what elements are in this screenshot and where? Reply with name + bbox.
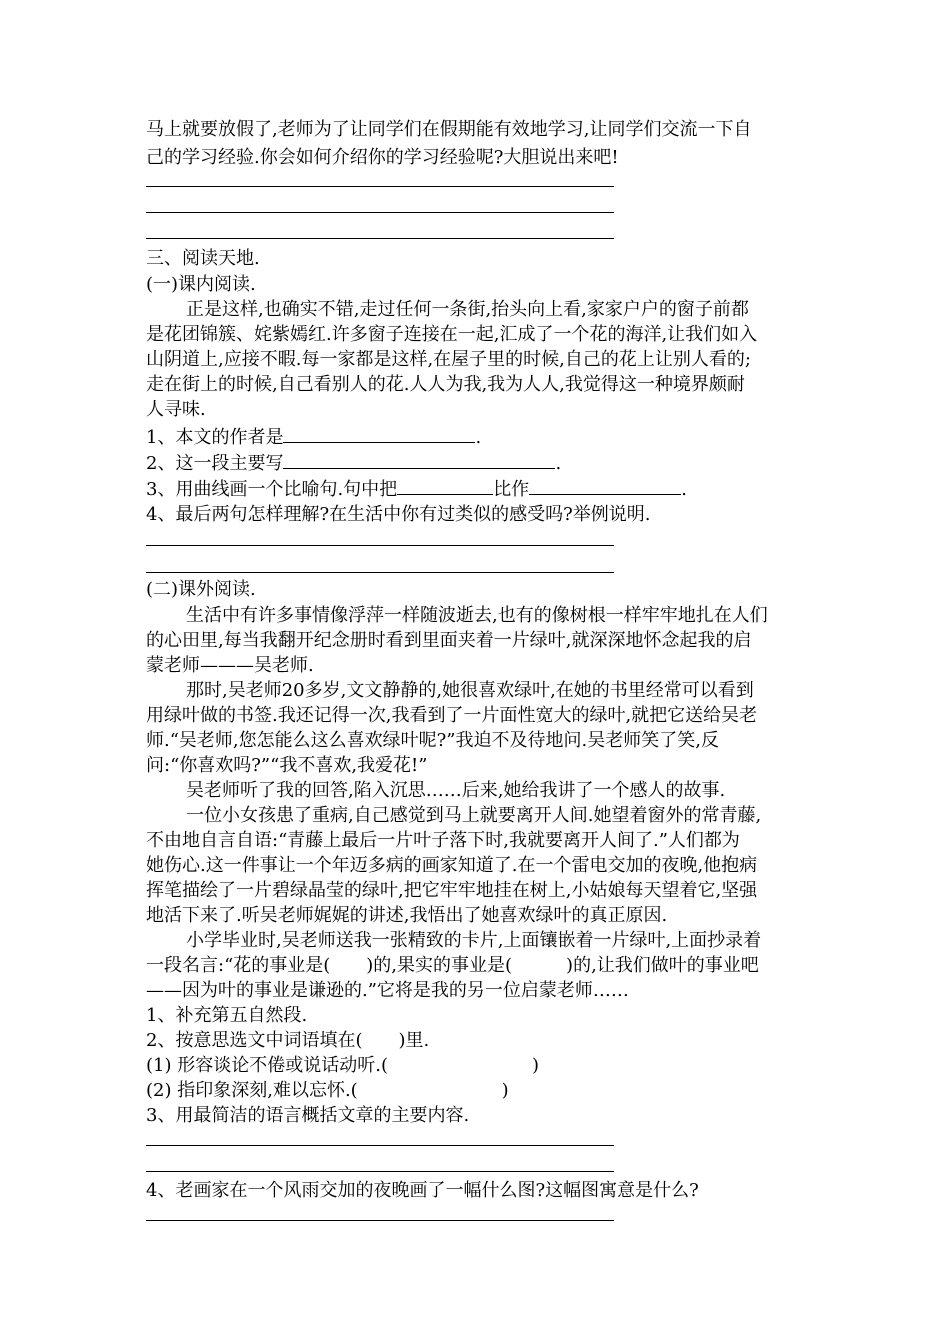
answer-line[interactable]: [146, 212, 614, 213]
passage-line: 用绿叶做的书签.我还记得一次,我看到了一片面性宽大的绿叶,就把它送给吴老: [146, 705, 758, 726]
question-text: 1、本文的作者是: [146, 427, 284, 448]
question-2-item-2: (2) 指印象深刻,难以忘怀.( ): [146, 1080, 509, 1101]
passage-line: 一段名言:“花的事业是( )的,果实的事业是( )的,让我们做叶的事业吧: [146, 955, 759, 976]
question-2: 2、按意思选文中词语填在( )里.: [146, 1030, 430, 1051]
answer-line[interactable]: [146, 545, 614, 546]
passage-line: 问:“你喜欢吗?”“我不喜欢,我爱花!”: [146, 755, 428, 776]
question-4: 4、最后两句怎样理解?在生活中你有过类似的感受吗?举例说明.: [146, 504, 651, 525]
passage-line: 正是这样,也确实不错,走过任何一条街,抬头向上看,家家户户的窗子前都: [186, 299, 749, 320]
question-text: 比作: [493, 479, 530, 500]
question-period: .: [475, 427, 482, 448]
question-2: [146, 450, 561, 477]
passage-line: 挥笔描绘了一片碧绿晶莹的绿叶,把它牢牢地挂在树上,小姑娘每天望着它,坚强: [146, 880, 758, 901]
passage-line: 她伤心.这一件事让一个年迈多病的画家知道了.在一个雷电交加的夜晚,他抱病: [146, 855, 758, 876]
passage-line: 蒙老师———吴老师.: [146, 655, 314, 676]
passage-line: 人寻味.: [146, 399, 206, 420]
fill-blank[interactable]: [283, 450, 555, 469]
passage-line: 不由地自言自语:“青藤上最后一片叶子落下时,我就要离开人间了.”人们都为: [146, 830, 740, 851]
question-1: 1、补充第五自然段.: [146, 1005, 308, 1026]
intro-line-1: 马上就要放假了,老师为了让同学们在假期能有效地学习,让同学们交流一下自: [146, 119, 752, 140]
passage-line: 走在街上的时候,自己看别人的花.人人为我,我为人人,我觉得这一种境界颇耐: [146, 374, 745, 395]
subsection-title-in-class: (一)课内阅读.: [146, 274, 256, 295]
section-title: 三、阅读天地.: [146, 248, 260, 269]
passage-line: ——因为叶的事业是谦逊的.”它将是我的另一位启蒙老师……: [146, 980, 629, 1001]
answer-line[interactable]: [146, 1171, 614, 1172]
passage-line: 地活下来了.听吴老师娓娓的讲述,我悟出了她喜欢绿叶的真正原因.: [146, 905, 668, 926]
passage-line: 是花团锦簇、姹紫嫣红.许多窗子连接在一起,汇成了一个花的海洋,让我们如入: [146, 324, 758, 345]
question-text: 2、这一段主要写: [146, 453, 284, 474]
question-2-item-1: (1) 形容谈论不倦或说话动听.( ): [146, 1055, 539, 1076]
question-text: 3、用曲线画一个比喻句.句中把: [146, 479, 398, 500]
question-3: 3、用最简洁的语言概括文章的主要内容.: [146, 1105, 470, 1126]
answer-line[interactable]: [146, 572, 614, 573]
question-1: [146, 424, 481, 451]
question-period: .: [555, 453, 562, 474]
answer-line[interactable]: [146, 1145, 614, 1146]
answer-line[interactable]: [146, 238, 614, 239]
passage-line: 小学毕业时,吴老师送我一张精致的卡片,上面镶嵌着一片绿叶,上面抄录着: [186, 930, 762, 951]
passage-line: 的心田里,每当我翻开纪念册时看到里面夹着一片绿叶,就深深地怀念起我的启: [146, 630, 752, 651]
passage-line: 吴老师听了我的回答,陷入沉思……后来,她给我讲了一个感人的故事.: [186, 780, 726, 801]
intro-line-2: 己的学习经验.你会如何介绍你的学习经验呢?大胆说出来吧!: [146, 147, 619, 168]
passage-line: 生活中有许多事情像浮萍一样随波逝去,也有的像树根一样牢牢地扎在人们: [186, 605, 768, 626]
passage-line: 那时,吴老师20多岁,文文静静的,她很喜欢绿叶,在她的书里经常可以看到: [186, 680, 754, 701]
answer-line[interactable]: [146, 1220, 614, 1221]
answer-line[interactable]: [146, 186, 614, 187]
passage-line: 一位小女孩患了重病,自己感觉到马上就要离开人间.她望着窗外的常青藤,: [186, 805, 762, 826]
fill-blank[interactable]: [397, 476, 493, 495]
question-3: [146, 476, 687, 503]
fill-blank[interactable]: [529, 476, 681, 495]
question-period: .: [681, 479, 687, 500]
passage-line: 师.“吴老师,您怎能么这么喜欢绿叶呢?”我迫不及待地问.吴老师笑了笑,反: [146, 730, 719, 751]
subsection-title-extracurricular: (二)课外阅读.: [146, 579, 256, 600]
fill-blank[interactable]: [283, 424, 475, 443]
passage-line: 山阴道上,应接不暇.每一家都是这样,在屋子里的时候,自己的花上让别人看的;: [146, 349, 751, 370]
question-4: 4、老画家在一个风雨交加的夜晚画了一幅什么图?这幅图寓意是什么?: [146, 1180, 699, 1201]
